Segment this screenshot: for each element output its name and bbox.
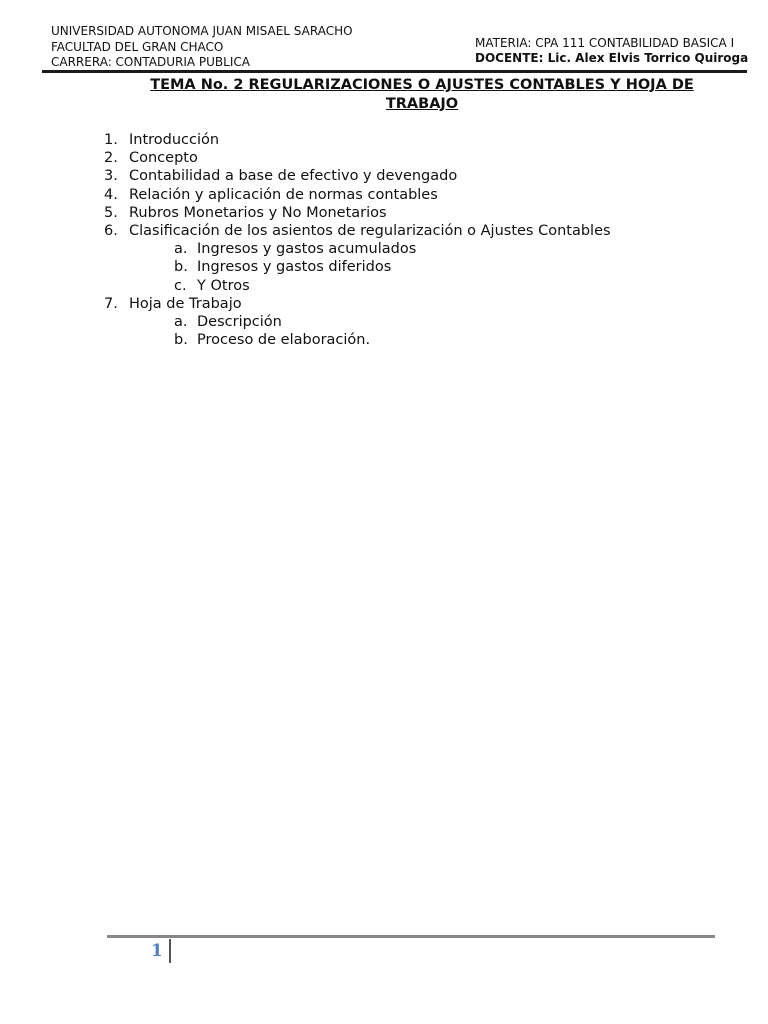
- header-course: [475, 36, 760, 70]
- item-number: 2.: [104, 150, 118, 167]
- subject-name: MATERIA: CPA 111 CONTABILIDAD BASICA I: [475, 36, 735, 50]
- outline-item: [104, 131, 611, 149]
- item-number: 3.: [104, 168, 118, 185]
- university-name: UNIVERSIDAD AUTONOMA JUAN MISAEL SARACHO: [51, 24, 353, 38]
- item-number: 5.: [104, 204, 118, 221]
- subitem-letter: b.: [174, 259, 188, 276]
- career-name: CARRERA: CONTADURIA PUBLICA: [51, 55, 250, 69]
- subitem-letter: a.: [174, 314, 188, 331]
- item-text: Clasificación de los asientos de regularización o Ajustes Contables: [129, 223, 611, 240]
- header-institution: [51, 24, 353, 71]
- faculty-name: FACULTAD DEL GRAN CHACO: [51, 39, 224, 54]
- subitem-text: Ingresos y gastos acumulados: [197, 241, 417, 258]
- subitem-text: Ingresos y gastos diferidos: [197, 259, 392, 276]
- outline-subitem: [104, 277, 611, 295]
- page-number-separator: [169, 939, 171, 963]
- item-text: Contabilidad a base de efectivo y devengado: [129, 168, 458, 185]
- outline-subitem: [104, 240, 611, 258]
- topic-outline: [104, 131, 611, 349]
- item-number: 7.: [104, 295, 118, 312]
- subitem-text: Y Otros: [197, 277, 250, 294]
- item-number: 1.: [104, 132, 118, 148]
- item-number: 6.: [104, 223, 118, 240]
- outline-subitem: [104, 331, 611, 349]
- item-text: Concepto: [129, 150, 198, 167]
- item-text: Introducción: [129, 132, 220, 148]
- item-text: Rubros Monetarios y No Monetarios: [129, 204, 387, 221]
- header-divider: [42, 70, 747, 73]
- subitem-text: Proceso de elaboración.: [197, 332, 371, 349]
- page-number: 1: [151, 941, 163, 961]
- outline-item: [104, 186, 611, 204]
- teacher-name: DOCENTE: Lic. Alex Elvis Torrico Quiroga: [475, 50, 749, 65]
- item-number: 4.: [104, 186, 118, 203]
- outline-item: [104, 149, 611, 167]
- footer-divider: [107, 935, 715, 938]
- outline-item: [104, 167, 611, 185]
- outline-subitem: [104, 258, 611, 276]
- subitem-letter: c.: [174, 277, 187, 294]
- subitem-text: Descripción: [197, 314, 282, 331]
- item-text: Relación y aplicación de normas contables: [129, 186, 438, 203]
- outline-item: [104, 295, 611, 313]
- subitem-letter: b.: [174, 332, 188, 349]
- document-title: TEMA No. 2 REGULARIZACIONES O AJUSTES CONTABLES Y HOJA DE TRABAJO: [150, 77, 694, 112]
- outline-subitem: [104, 313, 611, 331]
- subitem-letter: a.: [174, 241, 188, 258]
- item-text: Hoja de Trabajo: [129, 295, 242, 312]
- outline-item: [104, 222, 611, 240]
- outline-item: [104, 204, 611, 222]
